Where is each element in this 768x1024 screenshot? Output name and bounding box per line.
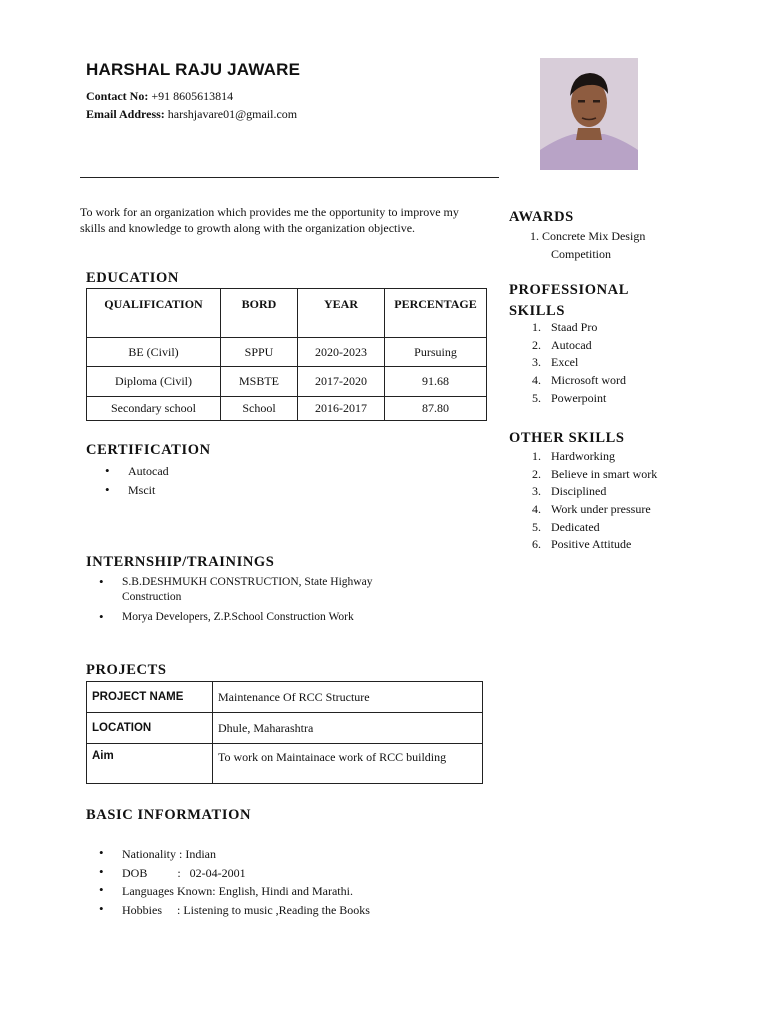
table-cell: 2017-2020 [298,367,385,397]
list-item-line: • S.B.DESHMUKH CONSTRUCTION, State Highway [122,576,373,588]
list-item-text: Concrete Mix Design [542,229,646,243]
heading-line: PROFESSIONAL [509,282,629,298]
other-skills-list [509,448,739,554]
awards-list [530,228,750,263]
list-number: 6. [532,537,541,552]
table-cell: School [221,397,298,421]
certification-list [92,462,392,500]
table-row [87,397,487,421]
list-item-text: Disciplined [551,484,607,499]
list-item-text: Positive Attitude [551,537,632,552]
table-value: Maintenance Of RCC Structure [213,682,483,713]
table-key: Aim [87,744,213,784]
list-item-text: Microsoft word [551,373,626,388]
email-line [86,105,297,123]
table-cell: 2016-2017 [298,397,385,421]
email-value: harshjavare01@gmail.com [167,107,298,121]
basic-info-heading: BASIC INFORMATION [86,807,252,823]
list-item [509,519,739,537]
education-table [86,288,487,421]
table-key: LOCATION [87,713,213,744]
professional-skills-list [509,319,729,407]
table-cell: 2020-2023 [298,338,385,367]
column-header: BORD [221,289,298,338]
contact-label: Contact No: [86,89,149,103]
awards-heading: AWARDS [509,209,574,225]
list-item [509,448,739,466]
education-heading: EDUCATION [86,270,179,286]
list-number: 2. [532,337,541,352]
list-number: 3. [532,484,541,499]
table-cell: MSBTE [221,367,298,397]
contact-line [86,87,297,105]
contact-value: +91 8605613814 [151,89,234,103]
list-item-text: Dedicated [551,519,600,534]
internship-list [86,575,446,625]
table-value: To work on Maintainace work of RCC building [213,744,483,784]
list-item: • Mscit [92,481,392,500]
list-number: 1. [532,449,541,463]
other-skills-heading: OTHER SKILLS [509,430,625,446]
list-number: 4. [532,502,541,517]
profile-photo [540,58,638,170]
list-item [509,319,729,337]
list-item-line: Construction [122,591,182,603]
table-row [87,682,483,713]
basic-info-list [86,845,466,919]
email-label: Email Address: [86,107,165,121]
list-item-line: • Morya Developers, Z.P.School Construction Work [122,611,354,623]
list-number: 2. [532,466,541,481]
list-item-continuation: Competition [551,246,611,261]
list-item: • Autocad [92,462,392,481]
list-item [509,483,739,501]
table-cell: Diploma (Civil) [87,367,221,397]
professional-skills-heading [509,280,629,322]
list-item [509,354,729,372]
list-number: 5. [532,390,541,405]
candidate-name: HARSHAL RAJU JAWARE [86,60,301,79]
list-number: 1. [532,320,541,334]
table-row [87,713,483,744]
list-item [509,536,739,554]
table-row [87,367,487,397]
list-item [509,501,739,519]
list-item: • DOB : 02-04-2001 [86,864,466,883]
table-value: Dhule, Maharashtra [213,713,483,744]
certification-heading: CERTIFICATION [86,442,211,458]
table-cell: Pursuing [385,338,487,367]
table-cell: 91.68 [385,367,487,397]
list-item [509,390,729,408]
table-header-row [87,289,487,338]
contact-block [86,87,297,123]
list-item [509,466,739,484]
table-row [87,338,487,367]
list-item-text: Hardworking [551,449,615,463]
heading-line: SKILLS [509,303,565,319]
list-item [509,337,729,355]
career-objective: To work for an organization which provides me the opportunity to improve my skills and knowledge to growth along with the organization objective. [80,205,459,235]
list-item: • Hobbies : Listening to music ,Reading the Books [86,901,466,920]
list-number: 1. [530,229,539,243]
list-item-text: Work under pressure [551,502,651,517]
column-header: YEAR [298,289,385,338]
header-divider [80,177,499,178]
table-cell: 87.80 [385,397,487,421]
column-header: PERCENTAGE [385,289,487,338]
list-item: • Nationality : Indian [86,845,466,864]
projects-table [86,681,483,784]
list-number: 5. [532,519,541,534]
list-item [509,372,729,390]
table-key: PROJECT NAME [87,682,213,713]
column-header: QUALIFICATION [87,289,221,338]
list-number: 3. [532,355,541,370]
table-row [87,744,483,784]
internship-heading: INTERNSHIP/TRAININGS [86,554,275,570]
projects-heading: PROJECTS [86,662,167,678]
table-cell: Secondary school [87,397,221,421]
table-cell: SPPU [221,338,298,367]
list-item [530,228,750,246]
list-item-text: Powerpoint [551,390,607,405]
list-item-text: Excel [551,355,579,370]
list-item-text: Believe in smart work [551,466,658,481]
list-item-text: Autocad [551,337,592,352]
table-cell: BE (Civil) [87,338,221,367]
person-photo-icon [540,58,638,170]
list-item-text: Staad Pro [551,320,598,334]
list-number: 4. [532,373,541,388]
list-item: • Languages Known: English, Hindi and Marathi. [86,882,466,901]
list-item [86,610,446,625]
list-item [86,575,446,605]
